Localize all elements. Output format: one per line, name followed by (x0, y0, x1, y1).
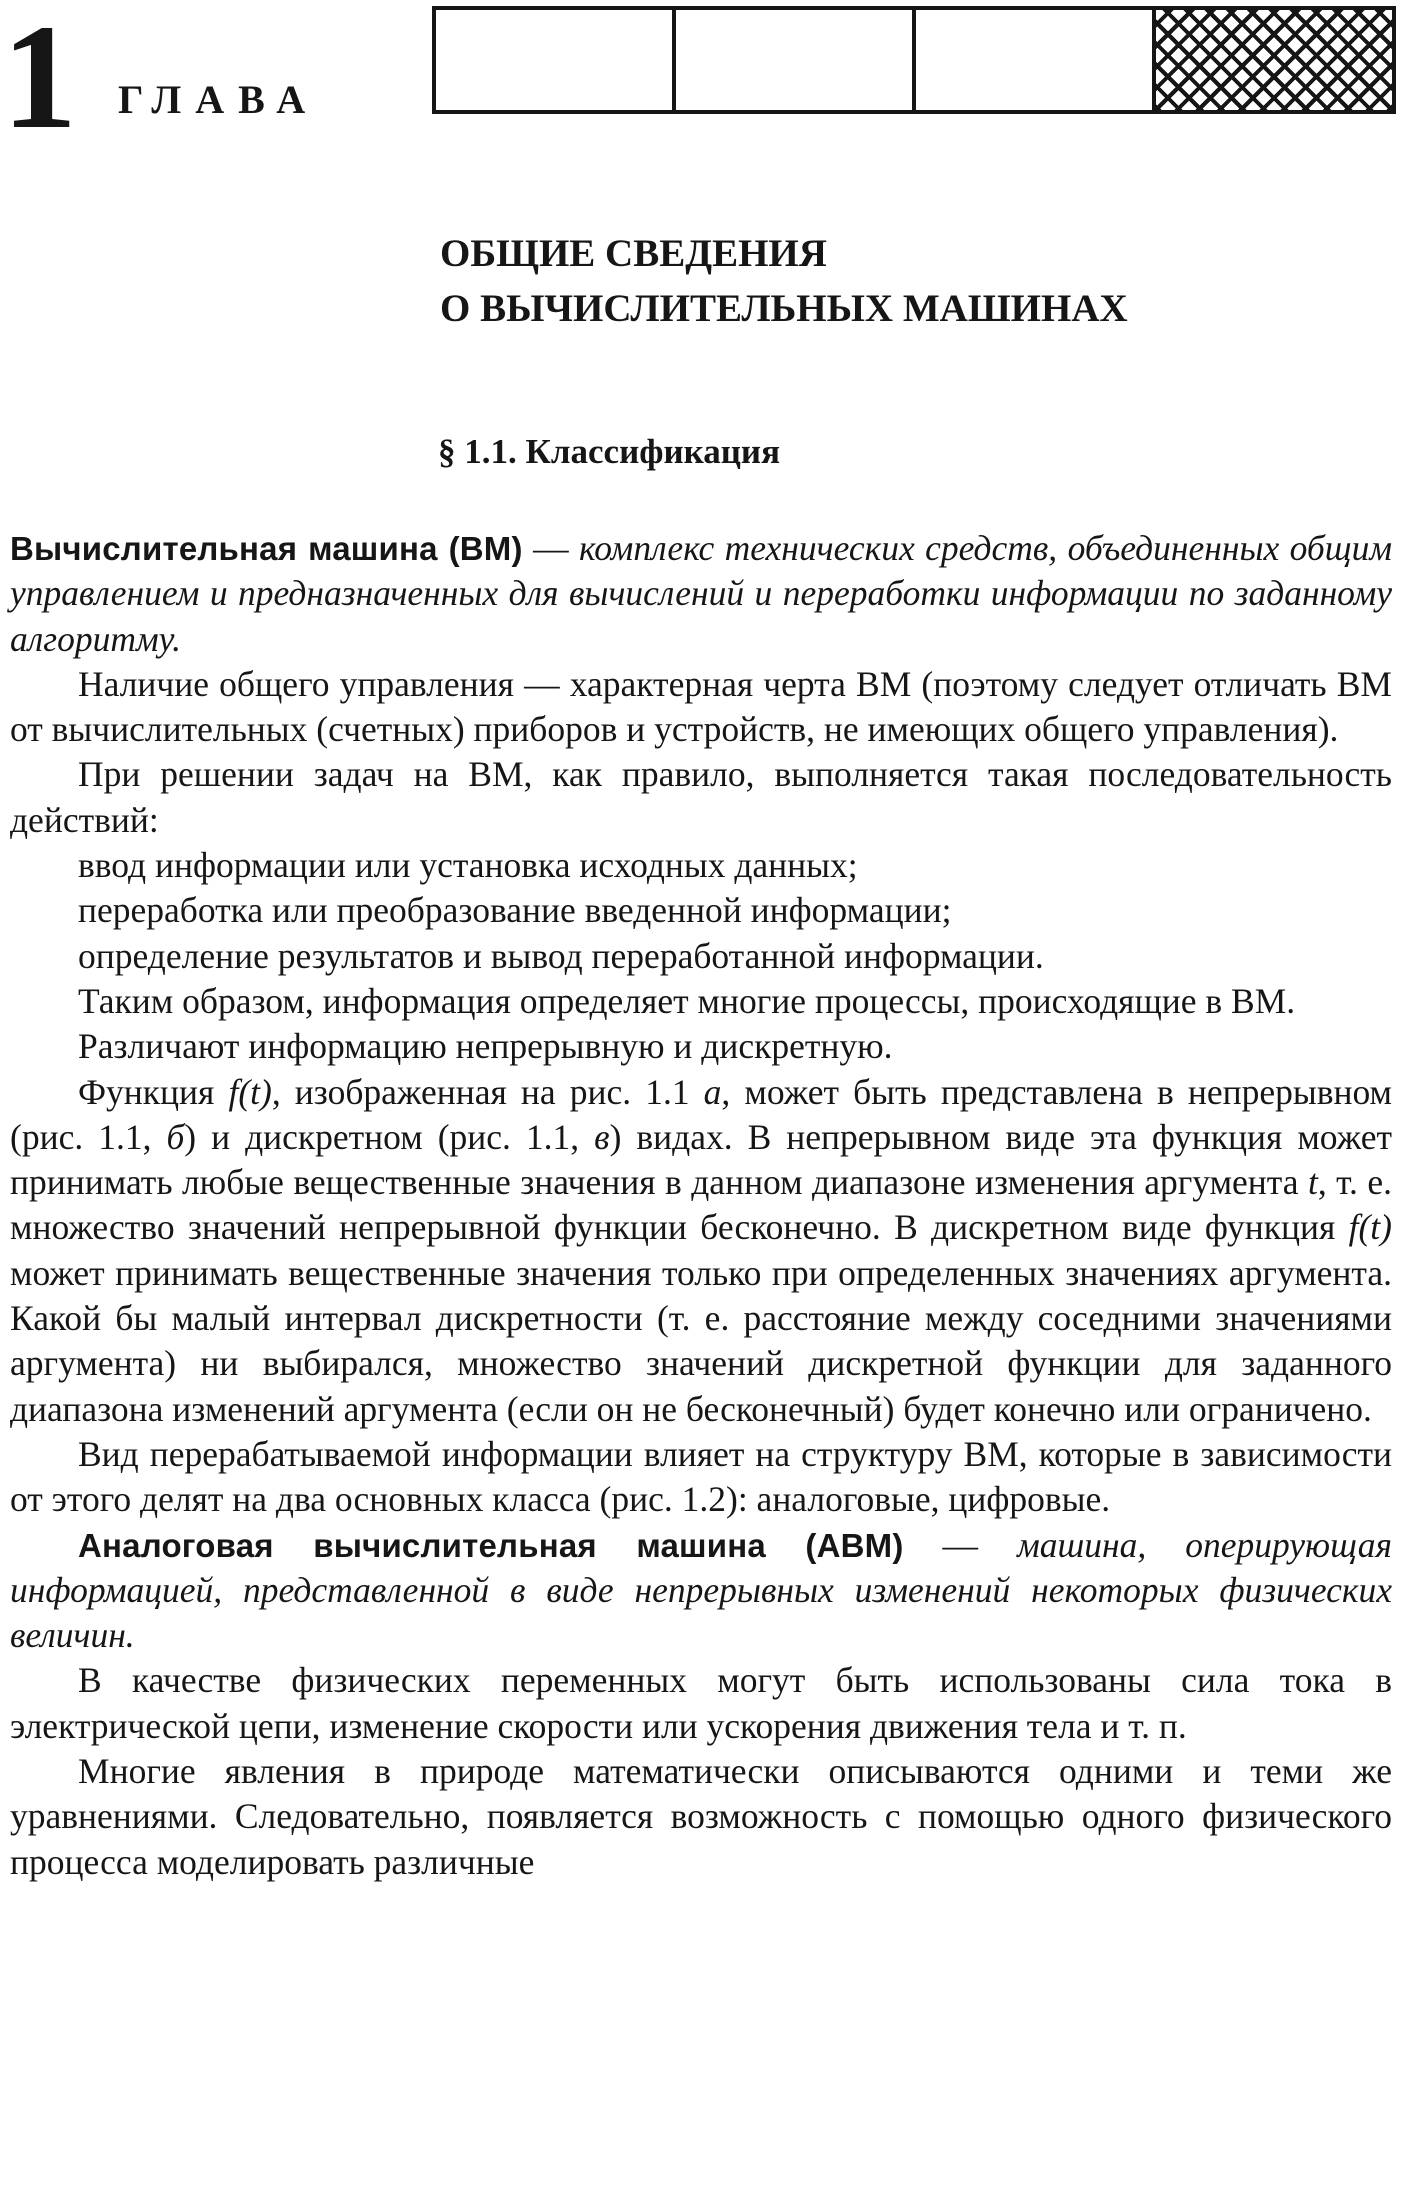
section-title: § 1.1. Классификация (438, 432, 781, 471)
variable-t: t (1307, 1162, 1318, 1203)
chapter-title-line-1: ОБЩИЕ СВЕДЕНИЯ (440, 232, 827, 275)
term-vm: Вычислительная машина (ВМ) (10, 530, 523, 567)
chapter-number: 1 (2, 0, 73, 160)
decoration-box-empty (676, 10, 916, 110)
decoration-box-hatched (1156, 10, 1392, 110)
list-item: определение результатов и вывод переработанной информации. (78, 935, 1044, 976)
list-item: ввод информации или установка исходных данных; (78, 845, 858, 886)
body-text (10, 526, 1392, 1885)
chapter-title-line-2: О ВЫЧИСЛИТЕЛЬНЫХ МАШИНАХ (440, 287, 1128, 330)
paragraph: Различают информацию непрерывную и дискретную. (78, 1026, 893, 1067)
term-avm: Аналоговая вычислительная машина (АВМ) (78, 1526, 904, 1564)
list-item: переработка или преобразование введенной информации; (78, 890, 952, 931)
chapter-title (440, 226, 1128, 336)
paragraph-definition-vm: Вычислительная машина (ВМ) — комплекс технических средств, объединенных общим управлением и предназначенных для вычислений и переработки информации по заданному алгоритму. (10, 528, 1392, 659)
paragraph: Вид перерабатываемой информации влияет на структуру ВМ, которые в зависимости от этого делят на два основных класса (рис. 1.2): аналоговые, цифровые. (10, 1433, 1392, 1520)
paragraph: В качестве физических переменных могут быть использованы сила тока в электрической цепи, изменение скорости или ускорения движения тела и т. п. (10, 1660, 1392, 1746)
paragraph: Наличие общего управления — характерная черта ВМ (поэтому следует отличать ВМ от вычислительных (счетных) приборов и устройств, не имеющих общего управления). (10, 663, 1392, 750)
formula-f-t: f(t) (228, 1071, 272, 1112)
formula-f-t: f(t) (1348, 1207, 1392, 1248)
definition-avm: машина, оперирующая информацией, представленной в виде непрерывных изменений некоторых физических величин. (10, 1524, 1393, 1656)
paragraph-function: Функция f(t), изображенная на рис. 1.1 а, может быть представлена в непрерывном (рис. 1.1, б) и дискретном (рис. 1.1, в) видах. В непрерывном виде эта функция может принимать любые вещественные значения в данном диапазоне изменения аргумента t, т. е. множество значений непрерывной функции бесконечно. В дискретном виде функция f(t) может принимать вещественные значения только при определенных значениях аргумента. Какой бы малый интервал дискретности (т. е. расстояние между соседними значениями аргумента) ни выбирался, множество значений дискретной функции для заданного диапазона изменений аргумента (если он не бесконечный) будет конечно или ограничено. (10, 1071, 1392, 1429)
decoration-box-empty (436, 10, 676, 110)
chapter-label: ГЛАВА (118, 77, 320, 122)
definition-vm: комплекс технических средств, объединенных общим управлением и предназначенных для вычислений и переработки информации по заданному алгоритму. (10, 528, 1392, 659)
paragraph-definition-avm: Аналоговая вычислительная машина (АВМ) — машина, оперирующая информацией, представленной в виде непрерывных изменений некоторых физических величин. (10, 1524, 1393, 1656)
paragraph: При решении задач на ВМ, как правило, выполняется такая последовательность действий: (10, 754, 1392, 840)
chapter-decoration-boxes (432, 6, 1396, 114)
decoration-box-empty (916, 10, 1156, 110)
paragraph: Многие явления в природе математически описываются одними и теми же уравнениями. Следовательно, появляется возможность с помощью одного физического процесса моделировать различные (10, 1751, 1392, 1882)
paragraph: Таким образом, информация определяет многие процессы, происходящие в ВМ. (78, 980, 1296, 1021)
